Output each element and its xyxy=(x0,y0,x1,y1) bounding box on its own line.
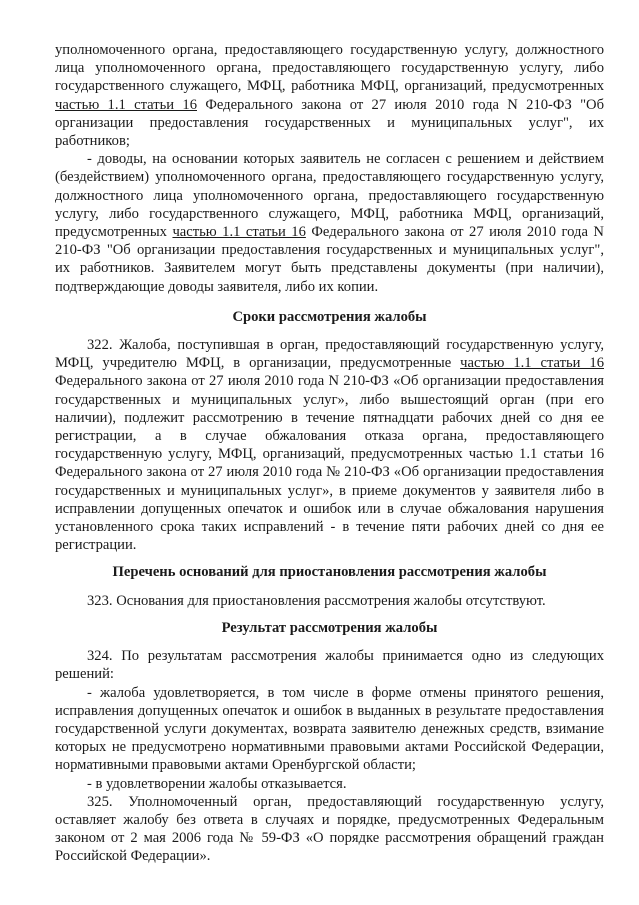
text: 322. Жалоба, поступившая в орган, предоставляющий государственную услугу, МФЦ, учредителю МФЦ, в организации, предусмотренные xyxy=(55,337,604,372)
law-link[interactable]: частью 1.1 статьи 16 xyxy=(460,355,604,372)
paragraph-324: 324. По результатам рассмотрения жалобы принимается одно из следующих решений: xyxy=(55,648,604,683)
paragraph-arguments xyxy=(55,150,604,296)
law-link[interactable]: частью 1.1 статьи 16 xyxy=(55,96,197,113)
text: уполномоченного органа, предоставляющего государственную услугу, должностного лица уполномоченного органа, предоставляющего государственную услугу, либо государственного служащего, МФЦ, работника МФЦ, организаций, предусмотренных xyxy=(55,42,604,95)
text: Федерального закона от 27 июля 2010 года N 210-ФЗ "Об организации предоставления государственных и муниципальных услуг", их работников; xyxy=(55,96,604,150)
paragraph-continuation xyxy=(55,41,604,150)
text: - доводы, на основании которых заявитель не согласен с решением и действием (бездействием) уполномоченного органа, предоставляющего государственную услугу, должностного лица уполномоченного органа, предоставляющего государственную услугу, либо государственного служащего, МФЦ, работника МФЦ, организаций, предусмотренных xyxy=(55,151,604,241)
paragraph-324-option-b: - в удовлетворении жалобы отказывается. xyxy=(87,775,347,792)
paragraph-324-option-a: - жалоба удовлетворяется, в том числе в форме отмены принятого решения, исправления допущенных опечаток и ошибок в выданных в результате предоставления государственной услуги документах, возврата заявителю денежных средств, взимание которых не предусмотрено нормативными правовыми актами Российской Федерации, нормативными правовыми актами Оренбургской области; xyxy=(55,684,604,774)
paragraph-322 xyxy=(55,336,604,554)
section-heading-suspension: Перечень оснований для приостановления рассмотрения жалобы xyxy=(112,564,547,581)
paragraph-323: 323. Основания для приостановления рассмотрения жалобы отсутствуют. xyxy=(87,592,546,609)
section-heading-terms: Сроки рассмотрения жалобы xyxy=(232,308,427,325)
section-heading-result: Результат рассмотрения жалобы xyxy=(221,619,438,636)
text: Федерального закона от 27 июля 2010 года N 210-ФЗ "Об организации предоставления государственных и муниципальных услуг", их работников. Заявителем могут быть представлены документы (при наличии), подтверждающие доводы заявителя, либо их копии. xyxy=(55,224,604,295)
paragraph-325: 325. Уполномоченный орган, предоставляющий государственную услугу, оставляет жалобу без ответа в случаях и порядке, предусмотренных Федеральным законом от 2 мая 2006 года № 59-ФЗ «О порядке рассмотрения обращений граждан Российской Федерации». xyxy=(55,793,604,865)
text: Федерального закона от 27 июля 2010 года N 210-ФЗ «Об организации предоставления государственных и муниципальных услуг», либо вышестоящий орган (при его наличии), подлежит рассмотрению в течение пятнадцати рабочих дней со дня ее регистрации, а в случае обжалования отказа органа, предоставляющего государственную услугу, МФЦ, организаций, предусмотренных частью 1.1 статьи 16 Федерального закона от 27 июля 2010 года № 210-ФЗ «Об организации предоставления государственных и муниципальных услуг», в приеме документов у заявителя либо в исправлении допущенных опечаток и ошибок или в случае обжалования нарушения установленного срока таких исправлений - в течение пяти рабочих дней со дня ее регистрации. xyxy=(55,373,604,554)
law-link[interactable]: частью 1.1 статьи 16 xyxy=(172,224,306,241)
